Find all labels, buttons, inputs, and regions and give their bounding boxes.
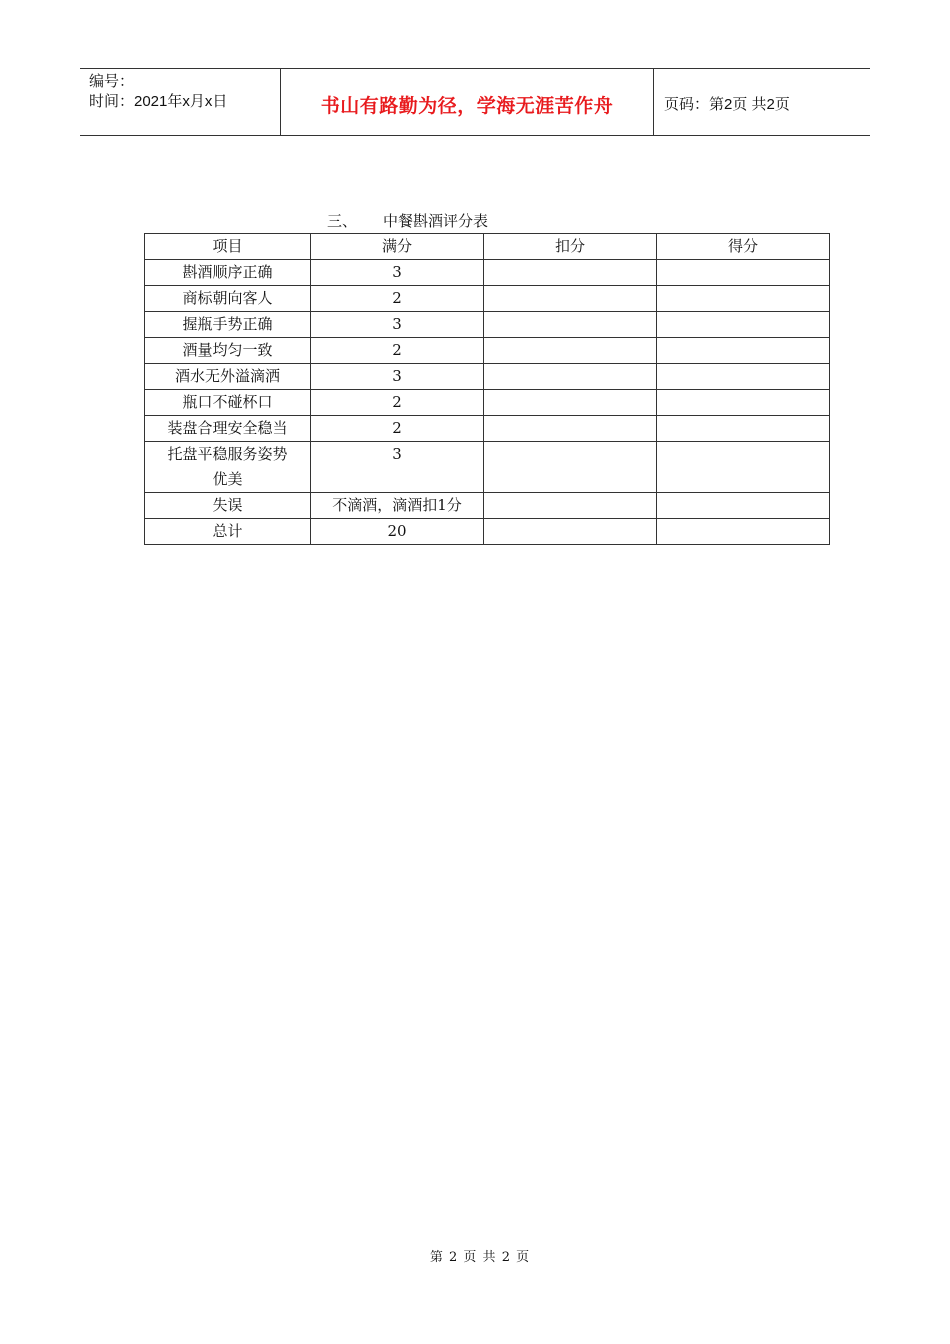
table-row bbox=[145, 260, 830, 286]
score-cell bbox=[657, 260, 830, 286]
full-score-cell: 3 bbox=[311, 260, 484, 286]
table-row bbox=[145, 286, 830, 312]
item-cell: 握瓶手势正确 bbox=[145, 312, 311, 338]
full-score-cell: 2 bbox=[311, 390, 484, 416]
table-row bbox=[145, 493, 830, 519]
deduction-cell bbox=[484, 519, 657, 545]
table-row bbox=[145, 442, 830, 493]
table-header-row bbox=[145, 234, 830, 260]
score-cell bbox=[657, 338, 830, 364]
score-cell bbox=[657, 286, 830, 312]
header-motto: 书山有路勤为径，学海无涯苦作舟 bbox=[281, 69, 654, 135]
item-cell: 商标朝向客人 bbox=[145, 286, 311, 312]
serial-label: 编号： bbox=[89, 73, 135, 90]
column-header-score: 得分 bbox=[657, 234, 830, 260]
table-row bbox=[145, 312, 830, 338]
table-row bbox=[145, 519, 830, 545]
item-cell bbox=[145, 442, 311, 493]
page-header bbox=[80, 68, 870, 136]
table-row bbox=[145, 416, 830, 442]
scoring-table bbox=[144, 233, 830, 545]
score-cell bbox=[657, 390, 830, 416]
item-cell: 斟酒顺序正确 bbox=[145, 260, 311, 286]
section-number: 三、 bbox=[327, 212, 358, 230]
full-score-cell: 2 bbox=[311, 416, 484, 442]
item-cell-line-2: 优美 bbox=[212, 470, 243, 488]
table-row bbox=[145, 338, 830, 364]
score-cell bbox=[657, 312, 830, 338]
deduction-cell bbox=[484, 286, 657, 312]
table-row bbox=[145, 390, 830, 416]
section-title-text: 中餐斟酒评分表 bbox=[383, 212, 489, 230]
deduction-cell bbox=[484, 442, 657, 493]
section-title bbox=[327, 211, 488, 231]
column-header-deduction: 扣分 bbox=[484, 234, 657, 260]
item-cell: 失误 bbox=[145, 493, 311, 519]
score-cell bbox=[657, 364, 830, 390]
deduction-cell bbox=[484, 312, 657, 338]
item-cell-line-1: 托盘平稳服务姿势 bbox=[167, 445, 288, 463]
full-score-cell: 不滴酒，滴酒扣1分 bbox=[311, 493, 484, 519]
page-footer: 第 2 页 共 2 页 bbox=[429, 1250, 531, 1265]
column-header-full-score: 满分 bbox=[311, 234, 484, 260]
deduction-cell bbox=[484, 364, 657, 390]
table-row bbox=[145, 364, 830, 390]
full-score-cell: 2 bbox=[311, 286, 484, 312]
deduction-cell bbox=[484, 416, 657, 442]
header-page-info: 页码：第2页 共2页 bbox=[664, 95, 790, 113]
item-cell: 酒量均匀一致 bbox=[145, 338, 311, 364]
full-score-cell: 3 bbox=[311, 364, 484, 390]
full-score-cell: 20 bbox=[311, 519, 484, 545]
deduction-cell bbox=[484, 493, 657, 519]
deduction-cell bbox=[484, 338, 657, 364]
item-cell: 总计 bbox=[145, 519, 311, 545]
item-cell: 装盘合理安全稳当 bbox=[145, 416, 311, 442]
item-cell: 酒水无外溢滴洒 bbox=[145, 364, 311, 390]
date-line: 时间：2021年x月x日 bbox=[89, 93, 228, 110]
full-score-cell: 3 bbox=[311, 312, 484, 338]
full-score-cell: 3 bbox=[311, 442, 484, 493]
full-score-cell: 2 bbox=[311, 338, 484, 364]
column-header-item: 项目 bbox=[145, 234, 311, 260]
deduction-cell bbox=[484, 390, 657, 416]
score-cell bbox=[657, 519, 830, 545]
score-cell bbox=[657, 493, 830, 519]
score-cell bbox=[657, 416, 830, 442]
item-cell: 瓶口不碰杯口 bbox=[145, 390, 311, 416]
score-cell bbox=[657, 442, 830, 493]
header-left-cell bbox=[80, 69, 281, 135]
deduction-cell bbox=[484, 260, 657, 286]
